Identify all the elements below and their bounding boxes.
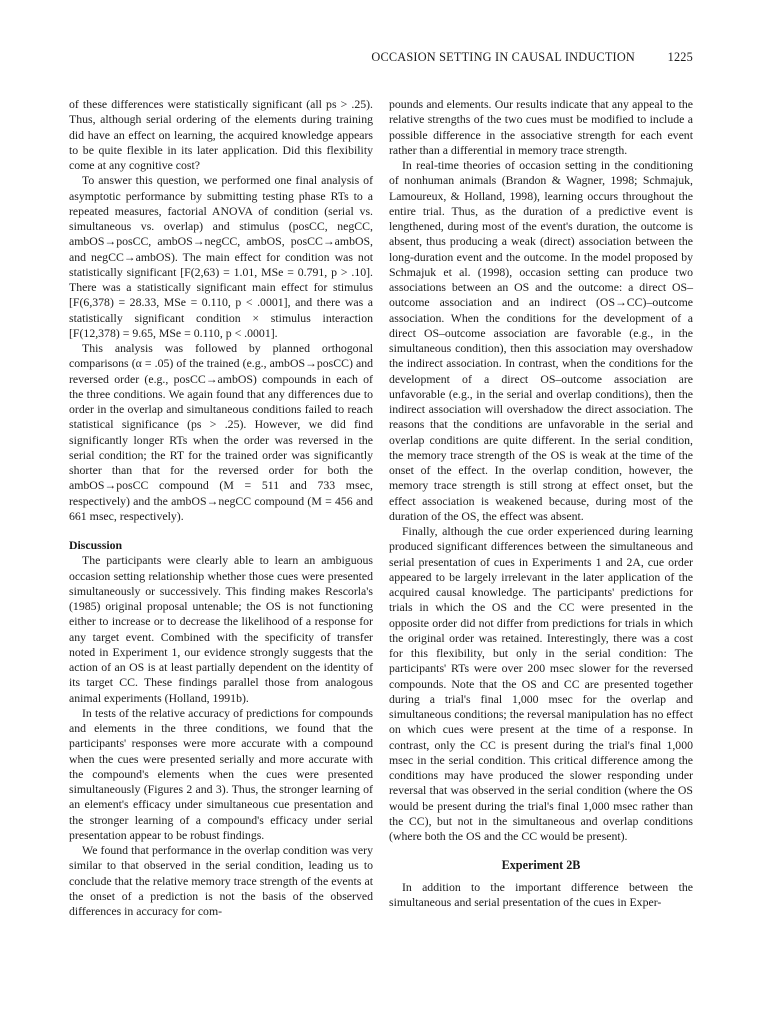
paragraph: In addition to the important difference between the simultaneous and serial presentation of the cues in Exper- [389, 879, 693, 909]
paragraph: Finally, although the cue order experienced during learning produced significant differences between the simultaneous and serial presentation of cues in Experiments 1 and 2A, cue order appeared to be largely irrelevant in the later application of the acquired causal knowledge. The participants' predictions for trials in which the OS and the CC were presented in the opposite order did not differ from predictions for trials in which the original order was retained. Interestingly, there was a cost for this flexibility, but only in the serial condition: The participants' RTs were over 200 msec slower for the reversed compounds. Note that the OS and CC are presented together during a trial's final 1,000 msec for the overlap and simultaneous conditions; the reversal manipulation has no effect on which cues were present at the time of a response. In contrast, only the CC is present during the trial's final 1,000 msec in the serial condition. This critical difference among the conditions may have produced the slower responding under reversal that was observed in the serial condition (where the OS would be present during the trial's final 1,000 msec rather than the CC), but not in the simultaneous and overlap conditions (where both the OS and the CC would be present). [389, 524, 693, 843]
paragraph: We found that performance in the overlap condition was very similar to that observed in the serial condition, leading us to conclude that the relative memory trace strength of the events at the onset of a prediction is not the basis of the observed differences in accuracy for com- [69, 843, 373, 918]
paragraph: of these differences were statistically significant (all ps > .25). Thus, although serial ordering of the elements during training did have an effect on learning, the acquired knowledge appears to be quite flexible in its later application. Did this flexibility come at any cognitive cost? [69, 97, 373, 172]
right-column [389, 97, 693, 910]
section-heading-experiment-2b: Experiment 2B [501, 858, 581, 873]
paragraph: In tests of the relative accuracy of predictions for compounds and elements in the three conditions, we found that the participants' responses were more accurate with a compound when the cues were presented serially and more accurate with the compound's elements when the cues were presented simultaneously (Figures 2 and 3). Thus, the stronger learning of an element's efficacy under simultaneous cue presentation and the stronger learning of a compound's efficacy under serial presentation appear to be robust findings. [69, 705, 373, 842]
paragraph: In real-time theories of occasion setting in the conditioning of nonhuman animals (Brandon & Wagner, 1998; Schmajuk, Lamoureux, & Holland, 1998), learning occurs throughout the entire trial. Thus, as the duration of a predictive event is lengthened, during most of the event's duration, the outcome is absent, thus producing a weak (direct) association between the long-duration event and the outcome. In the model proposed by Schmajuk et al. (1998), occasion setting can produce two associations between an OS and the outcome: a direct OS–outcome association and an indirect (OS→CC)–outcome association. When the conditions for the development of a direct OS–outcome association are favorable (e.g., in the simultaneous condition), then this association may overshadow the indirect association. In contrast, when the conditions for the development of a direct OS–outcome association are unfavorable (e.g., in the serial and overlap conditions), then the indirect association will overshadow the direct association. The reasons that the conditions are unfavorable in the serial and overlap conditions are quite different. In the serial condition, the memory trace strength of the OS is weak at the time of the onset of the effect. In the overlap condition, however, the memory trace strength is still strong at effect onset, but the effect association is weakened because, during most of the duration of the OS, the effect was absent. [389, 158, 693, 523]
running-head [70, 50, 693, 70]
left-column [69, 97, 373, 919]
running-title: OCCASION SETTING IN CAUSAL INDUCTION [371, 50, 635, 64]
paragraph: To answer this question, we performed one final analysis of asymptotic performance by submitting testing phase RTs to a repeated measures, factorial ANOVA of condition (serial vs. simultaneous vs. overlap) and stimulus (posCC, negCC, ambOS→posCC, ambOS→negCC, ambOS, posCC→ambOS, and negCC→ambOS). The main effect for condition was not statistically significant [F(2,63) = 1.01, MSe = 0.791, p > .10]. There was a statistically significant main effect for stimulus [F(6,378) = 28.33, MSe = 0.110, p < .0001], and there was a statistically significant condition × stimulus interaction [F(12,378) = 9.65, MSe = 0.110, p < .0001]. [69, 173, 373, 340]
section-heading-discussion: Discussion [69, 538, 123, 552]
paragraph: The participants were clearly able to learn an ambiguous occasion setting relationship whether those cues were presented simultaneously or successively. This finding makes Rescorla's (1985) original proposal untenable; the OS is not functioning either to increase or to decrease the likelihood of a response for any target event. Combined with the specificity of transfer noted in Experiment 1, our evidence strongly suggests that the action of an OS is at least partially dependent on the identity of its target CC. These findings parallel those from analogous animal experiments (Holland, 1991b). [69, 553, 373, 705]
paragraph: This analysis was followed by planned orthogonal comparisons (α = .05) of the trained (e.g., ambOS→posCC) and reversed order (e.g., posCC→ambOS) compounds in each of the three conditions. We again found that any differences due to order in the overlap and simultaneous conditions failed to reach statistical significance (ps > .25). However, we did find significantly longer RTs when the order was reversed in the serial condition; the RT for the trained order was significantly shorter than that for the reversed order for both the ambOS→posCC compound (M = 511 and 733 msec, respectively) and the ambOS→negCC compound (M = 456 and 661 msec, respectively). [69, 341, 373, 523]
paragraph: pounds and elements. Our results indicate that any appeal to the relative strengths of the two cues must be modified to include a possible difference in the associative strength for each event rather than a differential in memory trace strength. [389, 97, 693, 157]
page-number: 1225 [667, 50, 693, 64]
